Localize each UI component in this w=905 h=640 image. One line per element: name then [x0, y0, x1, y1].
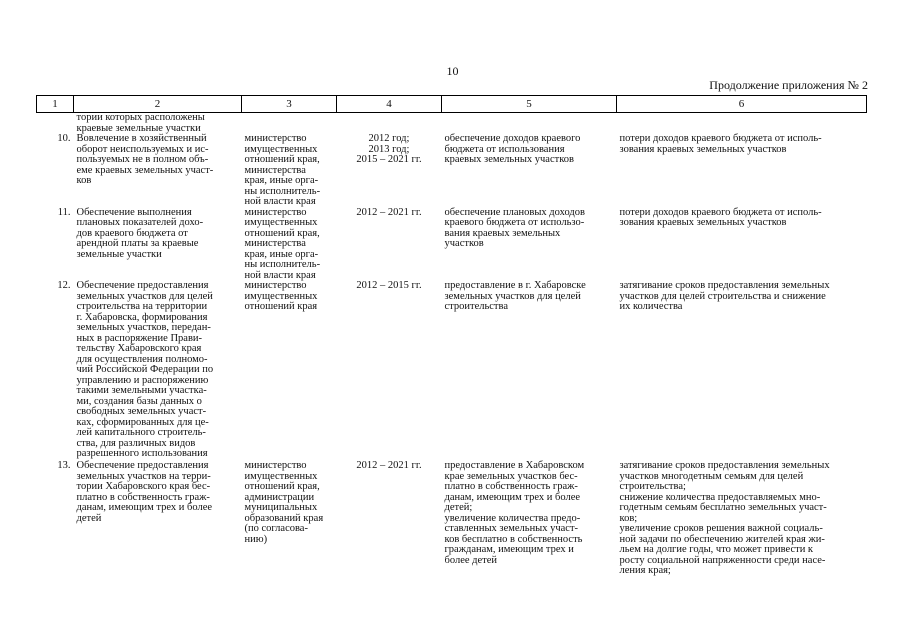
executor-cell: министерство имущественных отношений края, министерства края, иные орга- ны исполнитель- ной власти края	[244, 133, 321, 207]
column-number-row	[37, 96, 867, 113]
measures-table	[36, 95, 867, 577]
table-row	[37, 208, 867, 282]
column-number-6: 6	[617, 96, 867, 113]
measure-cell: Вовлечение в хозяйственный оборот неиспользуемых и ис- пользуемых не в полном объ- еме краевых земельных участ- ков	[76, 133, 214, 186]
column-number-3: 3	[242, 96, 337, 113]
result-cell: обеспечение плановых доходов краевого бюджета от использо- вания краевых земельных участков	[444, 206, 585, 249]
column-number-5: 5	[442, 96, 617, 113]
table-row	[37, 134, 867, 208]
consequences-cell: затягивание сроков предоставления земельных участков многодетным семьям для целей строительства; снижение количества предоставляемых мно- годетным семьям бесплатно земельных участ- ков; увеличение сроков решения важной социаль- ной задачи по обеспечению жителей края жи- льем на долгие годы, что может привести к росту социальной напряженности среди насе- ления края;	[619, 460, 830, 576]
executor-cell: министерство имущественных отношений края, администрации муниципальных образований края (по согласова- нию)	[244, 460, 324, 545]
running-head: Продолжение приложения № 2	[709, 78, 868, 92]
result-cell: обеспечение доходов краевого бюджета от использования краевых земельных участков	[444, 133, 581, 165]
column-number-1: 1	[37, 96, 74, 113]
consequences-cell: затягивание сроков предоставления земельных участков для целей строительства и снижение их количества	[619, 280, 830, 312]
row-number: 13.	[57, 460, 71, 471]
column-number-2: 2	[74, 96, 242, 113]
term-cell: 2012 – 2015 гг.	[356, 280, 422, 291]
measure-cell: Обеспечение предоставления земельных участков для целей строительства на территории г. Хабаровска, формирования земельных участков, передан- ных в распоряжение Прави- тельству Хабаровского края для осуществления полномо- чий Российской Федерации по управлению и распоряжению такими земельными участка- ми, создания базы данных о свободных земельных участ- ках, сформированных для це- лей капитального строитель- ства, для различных видов разрешенного использования	[76, 280, 214, 459]
result-cell: предоставление в г. Хабаровске земельных участков для целей строительства	[444, 280, 586, 312]
continuation-measure-text: тории которых расположены краевые земельные участки	[76, 112, 205, 134]
row-number: 12.	[57, 280, 71, 291]
consequences-cell: потери доходов краевого бюджета от исполь- зования краевых земельных участков	[619, 206, 822, 228]
table-row	[37, 281, 867, 461]
table-row	[37, 461, 867, 577]
page-number: 10	[446, 64, 459, 78]
executor-cell: министерство имущественных отношений края	[244, 280, 318, 312]
term-cell: 2012 – 2021 гг.	[356, 460, 422, 471]
column-number-4: 4	[337, 96, 442, 113]
consequences-cell: потери доходов краевого бюджета от исполь- зования краевых земельных участков	[619, 133, 822, 155]
term-cell: 2012 – 2021 гг.	[356, 206, 422, 218]
measure-cell: Обеспечение выполнения плановых показателей дохо- дов краевого бюджета от арендной платы за краевые земельные участки	[76, 206, 204, 260]
term-cell: 2012 год; 2013 год; 2015 – 2021 гг.	[356, 133, 422, 165]
row-number: 11.	[57, 206, 71, 218]
executor-cell: министерство имущественных отношений края, министерства края, иные орга- ны исполнитель- ной власти края	[244, 206, 321, 281]
continuation-row	[37, 113, 867, 135]
result-cell: предоставление в Хабаровском крае земельных участков бес- платно в собственность граж- данам, имеющим трех и более детей; увеличение количества предо- ставленных земельных участ- ков бесплатно в собственность гражданам, имеющим трех и более детей	[444, 460, 585, 566]
row-number: 10.	[57, 133, 71, 144]
measure-cell: Обеспечение предоставления земельных участков на терри- тории Хабаровского края бес- платно в собственность граж- данам, имеющим трех и более детей	[76, 460, 213, 524]
